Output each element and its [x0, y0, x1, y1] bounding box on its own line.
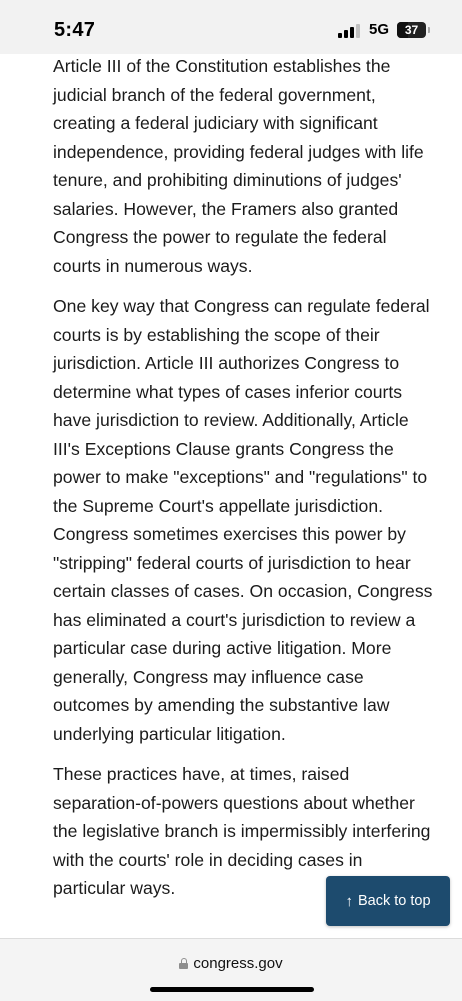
back-to-top-label: Back to top	[357, 893, 431, 909]
cellular-signal-icon	[338, 24, 360, 38]
battery-icon	[397, 22, 426, 38]
article-paragraph-1: Article III of the Constitution establishes the judicial branch of the federal government, creating a federal judiciary with significant independence, providing federal judges with life tenure, and prohibiting diminutions of judges' salaries. However, the Framers also granted Congress the power to regulate the federal courts in numerous ways.	[53, 56, 424, 276]
article-body	[53, 52, 435, 915]
battery-level: 37	[404, 23, 419, 37]
status-time: 5:47	[54, 19, 96, 41]
lock-icon	[179, 958, 188, 969]
back-to-top-button[interactable]	[326, 876, 450, 926]
browser-bottom-bar	[0, 938, 462, 1001]
status-bar	[0, 0, 462, 54]
address-bar[interactable]	[0, 955, 462, 972]
battery-cap	[428, 27, 430, 33]
arrow-up-icon: ↑	[345, 892, 353, 910]
article-paragraph-2: One key way that Congress can regulate federal courts is by establishing the scope of their jurisdiction. Article III authorizes Congress to determine what types of cases inferior courts have jurisdiction to review. Additionally, Article III's Exceptions Clause grants Congress the power to make "exceptions" and "regulations" to the Supreme Court's appellate jurisdiction. Congress sometimes exercises this power by "stripping" federal courts of jurisdiction to hear certain classes of cases. On occasion, Congress has eliminated a court's jurisdiction to review a particular case during active litigation. More generally, Congress may influence case outcomes by amending the substantive law underlying particular litigation.	[53, 296, 433, 744]
article-paragraph-3: These practices have, at times, raised separation-of-powers questions about whether the legislative branch is impermissibly interfering with the courts' role in deciding cases in particular ways.	[53, 764, 431, 898]
home-indicator[interactable]	[150, 987, 314, 992]
network-type: 5G	[369, 21, 390, 38]
url-text: congress.gov	[193, 955, 283, 972]
